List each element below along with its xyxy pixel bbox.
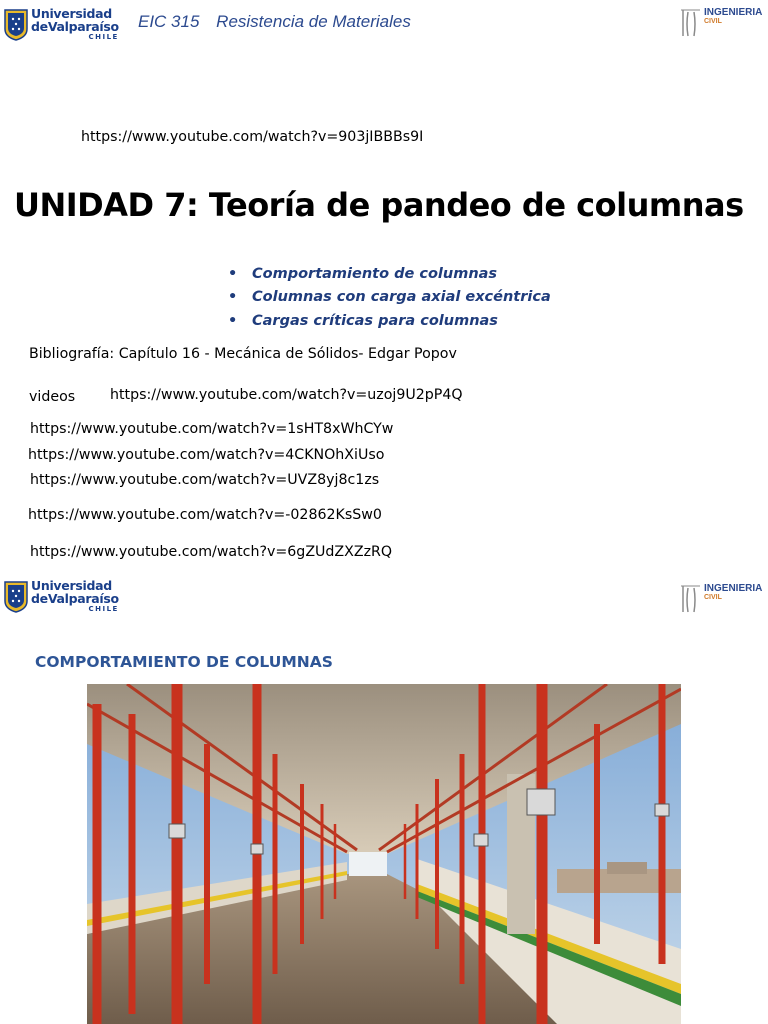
faculty-logo	[680, 584, 762, 614]
topic-list	[228, 262, 551, 333]
unit-title: UNIDAD 7: Teoría de pandeo de columnas	[14, 186, 744, 224]
faculty-name: INGENIERIA	[704, 583, 763, 594]
course-name: Resistencia de Materiales	[216, 12, 411, 31]
list-item	[228, 262, 551, 286]
shoring-props-photo	[87, 684, 681, 1024]
video-link[interactable]: https://www.youtube.com/watch?v=UVZ8yj8c1zs	[30, 472, 380, 488]
video-link[interactable]: https://www.youtube.com/watch?v=4CKNOhXiUso	[28, 447, 385, 463]
column-pillars-icon	[680, 584, 702, 614]
faculty-logo	[680, 8, 762, 38]
university-country: CHILE	[88, 605, 119, 613]
list-item	[228, 309, 551, 333]
university-shield-icon	[4, 9, 28, 41]
bibliography: Bibliografía: Capítulo 16 - Mecánica de Sólidos- Edgar Popov	[29, 346, 457, 362]
bullet-icon: •	[228, 312, 238, 329]
faculty-subname: CIVIL	[704, 18, 722, 25]
university-name-line2: deValparaíso	[31, 590, 119, 606]
university-shield-icon	[4, 581, 28, 613]
topic-label: Columnas con carga axial excéntrica	[252, 289, 551, 306]
university-country: CHILE	[88, 33, 119, 41]
university-name-line1: Universidad	[31, 6, 112, 21]
university-name-line1: Universidad	[31, 578, 112, 593]
course-header	[138, 12, 411, 32]
video-link[interactable]: https://www.youtube.com/watch?v=1sHT8xWhCYw	[30, 421, 394, 437]
section-title: COMPORTAMIENTO DE COLUMNAS	[35, 653, 333, 671]
shoring-scene-illustration	[87, 684, 681, 1024]
faculty-name: INGENIERIA	[704, 7, 763, 18]
column-pillars-icon	[680, 8, 702, 38]
topic-label: Comportamiento de columnas	[252, 265, 498, 282]
university-name-line2: deValparaíso	[31, 18, 119, 34]
intro-video-link[interactable]: https://www.youtube.com/watch?v=903jIBBBs9I	[81, 129, 424, 145]
university-logo	[4, 580, 119, 613]
course-code: EIC 315	[138, 12, 200, 31]
list-item	[228, 286, 551, 310]
video-link[interactable]: https://www.youtube.com/watch?v=6gZUdZXZzRQ	[30, 544, 393, 560]
bullet-icon: •	[228, 265, 238, 282]
videos-label: videos	[29, 389, 76, 405]
video-link[interactable]: https://www.youtube.com/watch?v=uzoj9U2pP4Q	[110, 387, 463, 403]
university-logo	[4, 8, 119, 41]
video-link[interactable]: https://www.youtube.com/watch?v=-02862KsSw0	[28, 507, 382, 523]
bullet-icon: •	[228, 289, 238, 306]
faculty-subname: CIVIL	[704, 594, 722, 601]
topic-label: Cargas críticas para columnas	[252, 312, 498, 329]
